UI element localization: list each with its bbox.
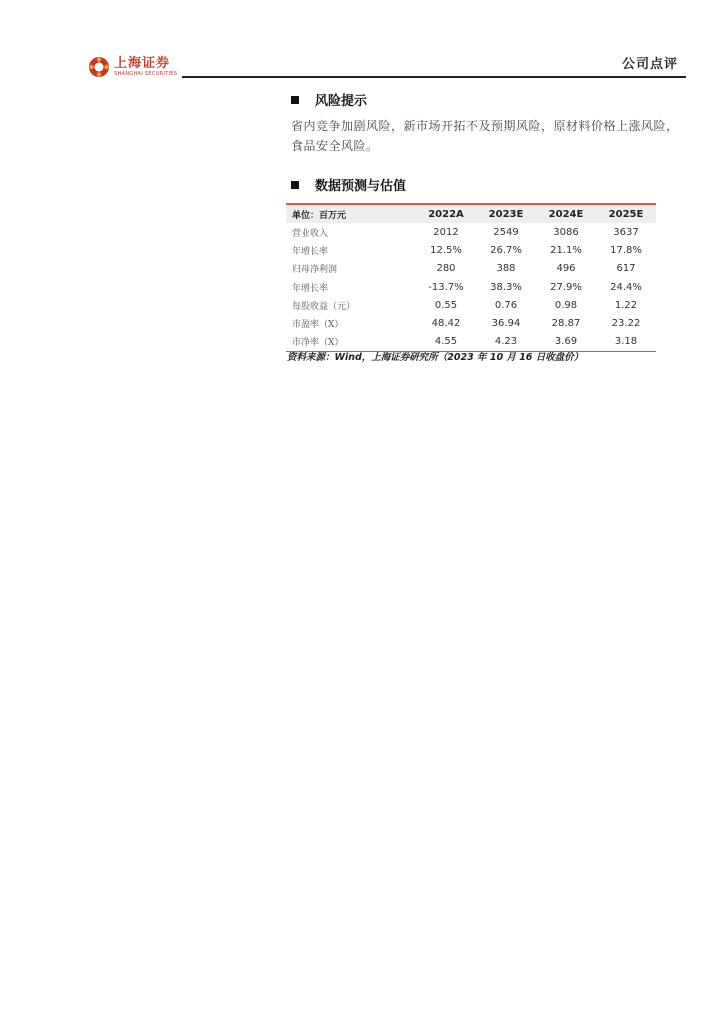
table-header-year: 2022A [416, 204, 476, 223]
table-cell: 388 [496, 263, 516, 275]
table-row [286, 241, 656, 259]
table-cell: 4.55 [416, 333, 476, 352]
logo-chinese-name: 上海证券 [114, 55, 171, 71]
square-bullet-icon [291, 96, 299, 104]
row-label: 市净率（X） [286, 333, 416, 352]
table-cell: 28.87 [551, 318, 581, 330]
table-row [286, 314, 656, 332]
forecast-title: 数据预测与估值 [315, 179, 407, 194]
risk-title: 风险提示 [315, 94, 368, 109]
table-cell: 3.69 [536, 333, 596, 352]
table-header-year: 2024E [536, 204, 596, 223]
risk-body-text: 省内竞争加剧风险，新市场开拓不及预期风险，原材料价格上涨风险，食品安全风险。 [291, 119, 679, 153]
logo-english-name: SHANGHAI SECURITIES [114, 70, 178, 77]
table-cell: 23.22 [611, 318, 641, 330]
table-header-year: 2025E [596, 204, 656, 223]
table-cell: 0.98 [554, 299, 578, 311]
row-label: 归母净利润 [292, 265, 338, 276]
page-header [0, 0, 724, 90]
table-cell: 4.23 [476, 333, 536, 352]
logo-emblem-icon [88, 56, 110, 78]
table-cell: 1.22 [614, 299, 638, 311]
table-cell: 2012 [433, 226, 459, 238]
table-cell: 280 [436, 263, 456, 275]
risk-section-heading [291, 90, 367, 109]
company-logo [88, 56, 177, 78]
table-cell: 0.55 [434, 299, 458, 311]
table-cell: 27.9% [550, 281, 582, 293]
table-cell: 3.18 [596, 333, 656, 352]
header-divider [182, 76, 686, 78]
table-header-row [286, 204, 656, 223]
table-cell: 3637 [613, 226, 639, 238]
document-type: 公司点评 [621, 57, 678, 72]
table-row [286, 278, 656, 296]
table-cell: 36.94 [491, 318, 521, 330]
table-cell: 3086 [553, 226, 579, 238]
square-bullet-icon [291, 181, 299, 189]
logo-text [114, 57, 177, 78]
table-header-year: 2023E [476, 204, 536, 223]
table-cell: 21.1% [550, 244, 582, 256]
table-cell: 617 [616, 263, 636, 275]
data-source-note: 资料来源：Wind，上海证券研究所（2023 年 10 月 16 日收盘价） [287, 352, 584, 363]
row-label: 每股收益（元） [292, 301, 356, 312]
table-row [286, 223, 656, 241]
table-cell: 2549 [493, 226, 519, 238]
forecast-table [286, 203, 656, 352]
table-row [286, 260, 656, 278]
table-header-unit: 单位：百万元 [286, 204, 416, 223]
row-label: 市盈率（X） [292, 320, 344, 331]
table-cell: 0.76 [494, 299, 518, 311]
table-cell: 24.4% [610, 281, 642, 293]
row-label: 年增长率 [292, 283, 329, 294]
table-row [286, 296, 656, 314]
table-cell: 12.5% [430, 244, 462, 256]
table-cell: 48.42 [431, 318, 461, 330]
row-label: 年增长率 [292, 246, 329, 257]
forecast-section-heading [291, 175, 406, 194]
table-cell: -13.7% [428, 281, 464, 293]
table-cell: 17.8% [610, 244, 642, 256]
table-cell: 38.3% [490, 281, 522, 293]
table-cell: 26.7% [490, 244, 522, 256]
row-label: 营业收入 [292, 228, 329, 239]
table-cell: 496 [556, 263, 576, 275]
